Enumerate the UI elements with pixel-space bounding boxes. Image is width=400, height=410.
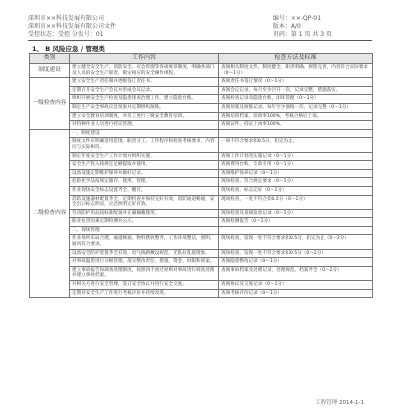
content-cell: 建立事故报告和调查处理制度，按照四不放过原则对事故进行调查处理并建立事故档案。 (70, 266, 219, 280)
section-title: 1、 B 风险应急 / 管理类 (32, 45, 105, 53)
content-cell: 作业场所布局合理，通道畅通，物料摆放整齐，工作环境整洁，照明、通风符合要求。 (70, 235, 219, 249)
content-cell: 定期对安全生产工作进行考核评价并持续改进。 (70, 289, 219, 298)
inspection-table (29, 53, 373, 298)
table-row (30, 161, 373, 170)
method-cell: 现场检查，标志完好（0～1分） (219, 186, 373, 195)
header-left (28, 15, 116, 39)
table-row (30, 121, 373, 130)
method-cell: 现场检查，一处不符合扣0.5分（0～1分） (219, 195, 373, 209)
method-cell: 查阅事故档案及处理记录，处理规范、档案齐全（0～2分） (219, 266, 373, 280)
table-row (30, 129, 373, 138)
content-cell: 制定生产安全事故应急预案并定期组织演练。 (70, 103, 219, 112)
header-page: 页码：第 1 页 共 3 页 (272, 31, 332, 38)
method-cell: 查阅考核评价记录（0～1分） (219, 289, 373, 298)
method-cell: 现场检查，符合规定要求（0～1分） (219, 178, 373, 187)
header-version: 版本：A/0 (272, 23, 301, 30)
header-company: 深圳市××科技发展有限公司 (28, 15, 105, 22)
method-cell: 查阅相关制度文件，制度健全、职责明确、规程完善，内容符合实际要求（0～1分） (219, 64, 373, 78)
content-cell: 建立安全教育培训制度，对员工进行三级安全教育培训。 (70, 112, 219, 121)
table-row (30, 209, 373, 218)
method-cell: 现场检查，发现一处不符合要求扣0.5分（0～2分） (219, 249, 373, 258)
content-cell: 建立健全安全生产、消防安全、应急管理等各项规章制度，明确各部门及人员的安全生产职责，制定相应的安全操作规程。 (70, 64, 219, 78)
table-row (30, 266, 373, 280)
method-cell: 查阅维护保养记录（0～1分） (219, 169, 373, 178)
method-cell: 查阅会议记录，每月至少召开一次，记录完整，措施落实。 (219, 86, 373, 95)
table-row (30, 281, 373, 290)
method-cell: 查阅检查记录及隐患台账，闭环管理（0～1分） (219, 95, 373, 104)
method-cell: 查阅责任书签订情况（0～1分） (219, 78, 373, 87)
method-cell: 查阅协议及交底记录（0～1分） (219, 281, 373, 290)
content-cell: 设备安全防护装置齐全有效，电气线路敷设规范，无私拉乱接现象。 (70, 249, 219, 258)
method-cell: 查阅证件，持证上岗率100%。 (219, 121, 373, 130)
content-cell: 危险化学品按规定储存、使用、管理。 (70, 178, 219, 187)
method-cell: 一项不符合要求扣0.5分，扣完为止。 (219, 138, 373, 152)
content-cell: 对事故隐患进行分级管理，落实整改责任、措施、资金、时限和预案。 (70, 258, 219, 267)
table-row (30, 64, 373, 78)
method-cell: 现场检查及查阅发放记录（0～1分） (219, 209, 373, 218)
table-header-row (30, 54, 373, 64)
header-rule (28, 40, 372, 41)
header-doc-type: 深圳市××科技发展有限公司文件 (28, 23, 117, 30)
table-row (30, 178, 373, 187)
table-row (30, 95, 373, 104)
header-content: 工作内容 (70, 54, 219, 64)
group-cell: 一级检查内容 (30, 78, 70, 130)
table-row (30, 169, 373, 178)
content-cell: 组织开展安全生产检查及隐患排查治理工作，建立隐患台账。 (70, 95, 219, 104)
content-cell: 对特种作业人员进行持证管理。 (70, 121, 219, 130)
header-right (273, 15, 332, 39)
method-cell: 查阅隐患整改记录（0～1分） (219, 258, 373, 267)
method-cell: 现场检查，发现一处不符合要求扣0.5分，扣完为止（0～2分） (219, 235, 373, 249)
content-cell: 二、现场管理 (70, 226, 219, 235)
table-row (30, 112, 373, 121)
content-cell: 消防设施器材配置齐全，定期检查并保持完好有效，消防通道畅通，安全出口标志明显，应急照明完好有效。 (70, 195, 219, 209)
content-cell: 作业现场安全标志设置齐全、醒目。 (70, 186, 219, 195)
table-row (30, 226, 373, 235)
content-cell: 制度文件应明确适用范围、职责分工、工作程序和检查考核要求，内容应与实际相符。 (70, 138, 219, 152)
method-cell: 查阅工作计划及实施记录（0～1分） (219, 152, 373, 161)
table-row (30, 152, 373, 161)
header-category: 类别 (30, 54, 70, 64)
content-cell: 安全生产投入按规定足额提取并使用。 (70, 161, 219, 170)
header-method: 检查方法及标准 (219, 54, 373, 64)
table-row (30, 258, 373, 267)
page-footer: 工程管理 2014-1-1 (315, 400, 364, 406)
table-row (30, 195, 373, 209)
header-doc-no: 编号：××-QP-01 (272, 15, 322, 22)
content-cell: 劳动防护用品按标准配备并正确佩戴使用。 (70, 209, 219, 218)
table-row (30, 289, 373, 298)
group-cell: 二级检查内容 (30, 129, 70, 297)
table-row (30, 86, 373, 95)
content-cell: 制定年度安全生产工作计划并组织实施。 (70, 152, 219, 161)
content-cell: 对相关方进行安全管理，签订安全协议并进行安全交底。 (70, 281, 219, 290)
content-cell: 职业危害因素定期检测并公示。 (70, 218, 219, 227)
content-cell: 定期召开安全生产会议并形成会议记录。 (70, 86, 219, 95)
method-cell: 查阅预案及演练记录，每年至少演练一次，记录完整（0～1分） (219, 103, 373, 112)
content-cell: 一、制度建设 (70, 129, 219, 138)
table-row (30, 235, 373, 249)
group-cell: 制度建设 (30, 64, 70, 78)
table-row (30, 78, 373, 87)
method-cell: 查阅费用台账，专款专用（0～1分） (219, 161, 373, 170)
method-cell: 查阅培训档案，培训率100%，考核合格后上岗。 (219, 112, 373, 121)
table-row (30, 103, 373, 112)
content-cell: 设备设施定期维护保养并做好记录。 (70, 169, 219, 178)
table-row (30, 186, 373, 195)
table-row (30, 138, 373, 152)
page-header (28, 15, 372, 41)
content-cell: 建立安全生产责任制并逐级签订责任书。 (70, 78, 219, 87)
method-cell (219, 226, 373, 235)
method-cell (219, 129, 373, 138)
table-row (30, 218, 373, 227)
method-cell: 查阅检测报告（0～1分） (219, 218, 373, 227)
table-row (30, 249, 373, 258)
header-status: 受控状态：受控 分发号：01 (28, 31, 104, 38)
